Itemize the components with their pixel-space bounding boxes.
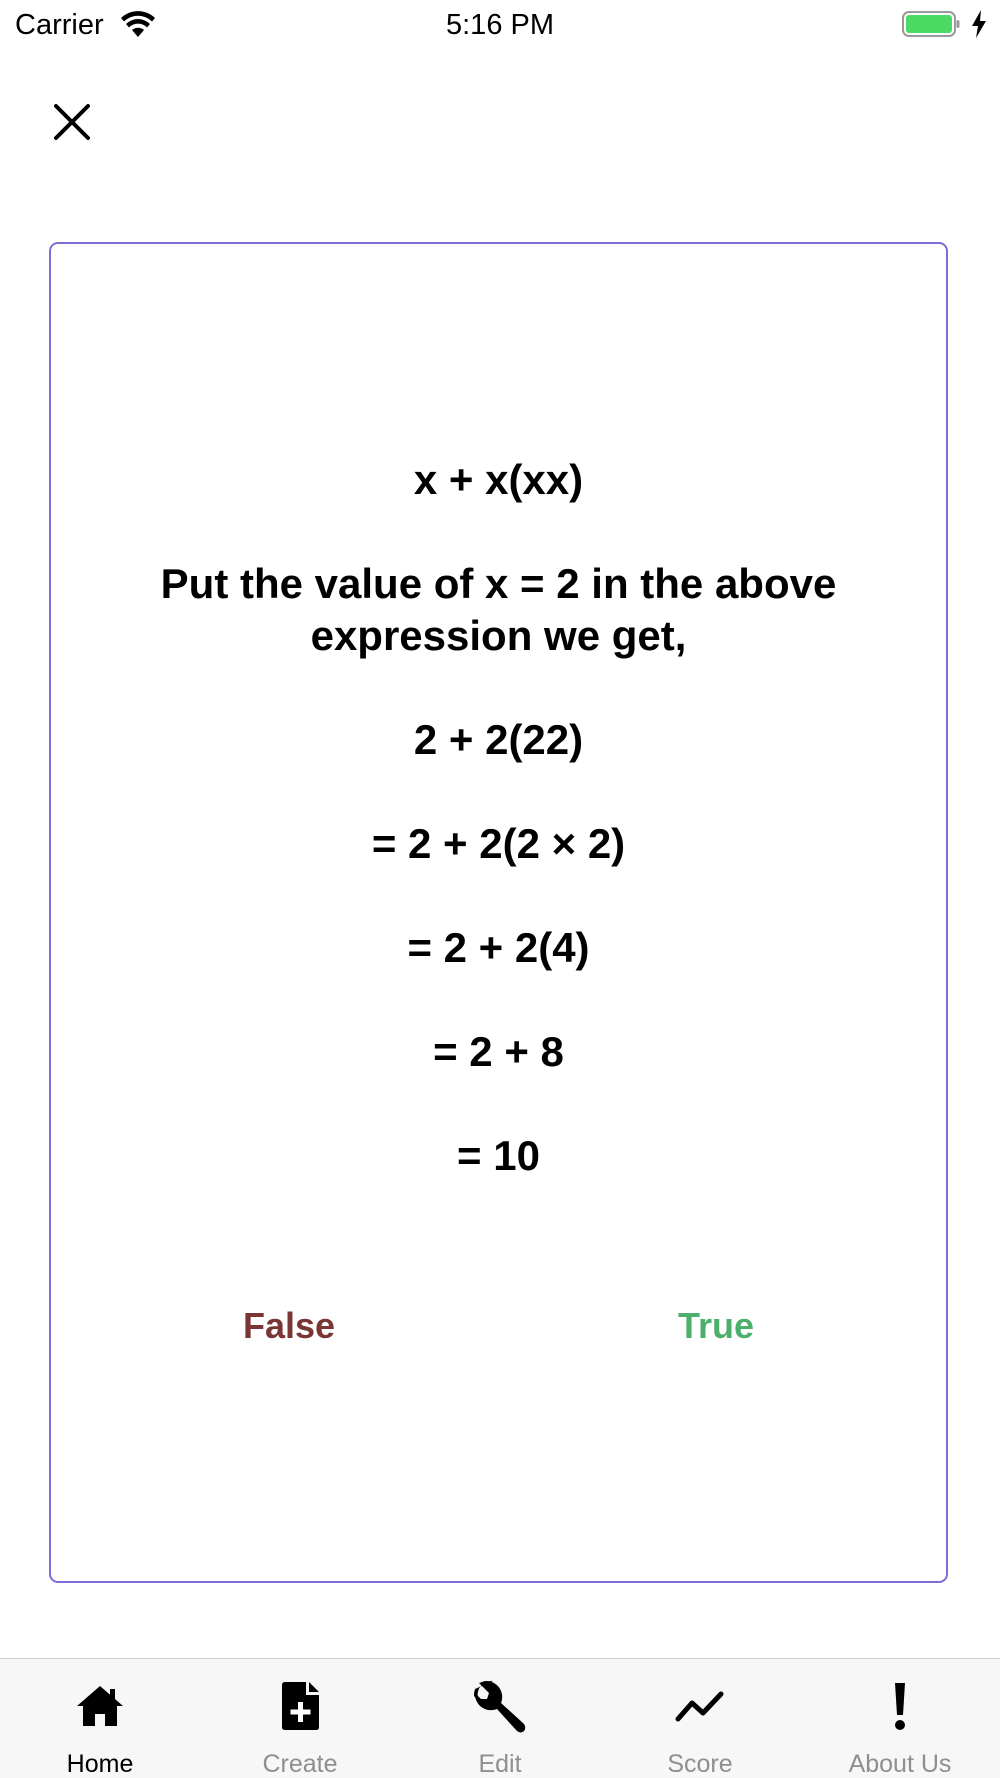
close-icon xyxy=(52,102,92,142)
true-button[interactable]: True xyxy=(678,1305,755,1346)
tab-score[interactable] xyxy=(600,1659,800,1778)
question-line: = 10 xyxy=(457,1132,540,1179)
clock: 5:16 PM xyxy=(446,9,554,41)
exclamation-icon xyxy=(893,1681,907,1731)
question-line: 2 + 2(22) xyxy=(413,716,584,763)
close-button[interactable] xyxy=(46,96,98,148)
battery-icon xyxy=(902,10,960,38)
question-text xyxy=(111,454,886,1182)
question-line: = 2 + 8 xyxy=(433,1028,564,1075)
tab-create[interactable] xyxy=(200,1659,400,1778)
question-line: Put the value of x = 2 in the above expression we get, xyxy=(160,560,837,659)
trend-line-icon xyxy=(675,1689,725,1723)
status-bar xyxy=(0,0,1000,50)
tab-edit[interactable] xyxy=(400,1659,600,1778)
wrench-icon xyxy=(473,1679,527,1733)
tab-home[interactable] xyxy=(0,1659,200,1778)
tab-label: About Us xyxy=(848,1750,952,1778)
tab-label: Score xyxy=(667,1750,733,1778)
tab-bar xyxy=(0,1658,1000,1778)
question-card xyxy=(49,242,948,1583)
carrier-label: Carrier xyxy=(15,9,104,41)
tab-label: Create xyxy=(262,1750,338,1778)
tab-label: Home xyxy=(66,1750,134,1778)
file-plus-icon xyxy=(280,1681,320,1731)
question-line: = 2 + 2(4) xyxy=(407,924,590,971)
question-line: x + x(xx) xyxy=(413,456,584,503)
charging-bolt-icon xyxy=(970,9,988,39)
false-button[interactable]: False xyxy=(243,1305,336,1346)
tab-about-us[interactable] xyxy=(800,1659,1000,1778)
home-icon xyxy=(75,1684,125,1728)
question-line: = 2 + 2(2 × 2) xyxy=(371,820,626,867)
tab-label: Edit xyxy=(478,1750,522,1778)
